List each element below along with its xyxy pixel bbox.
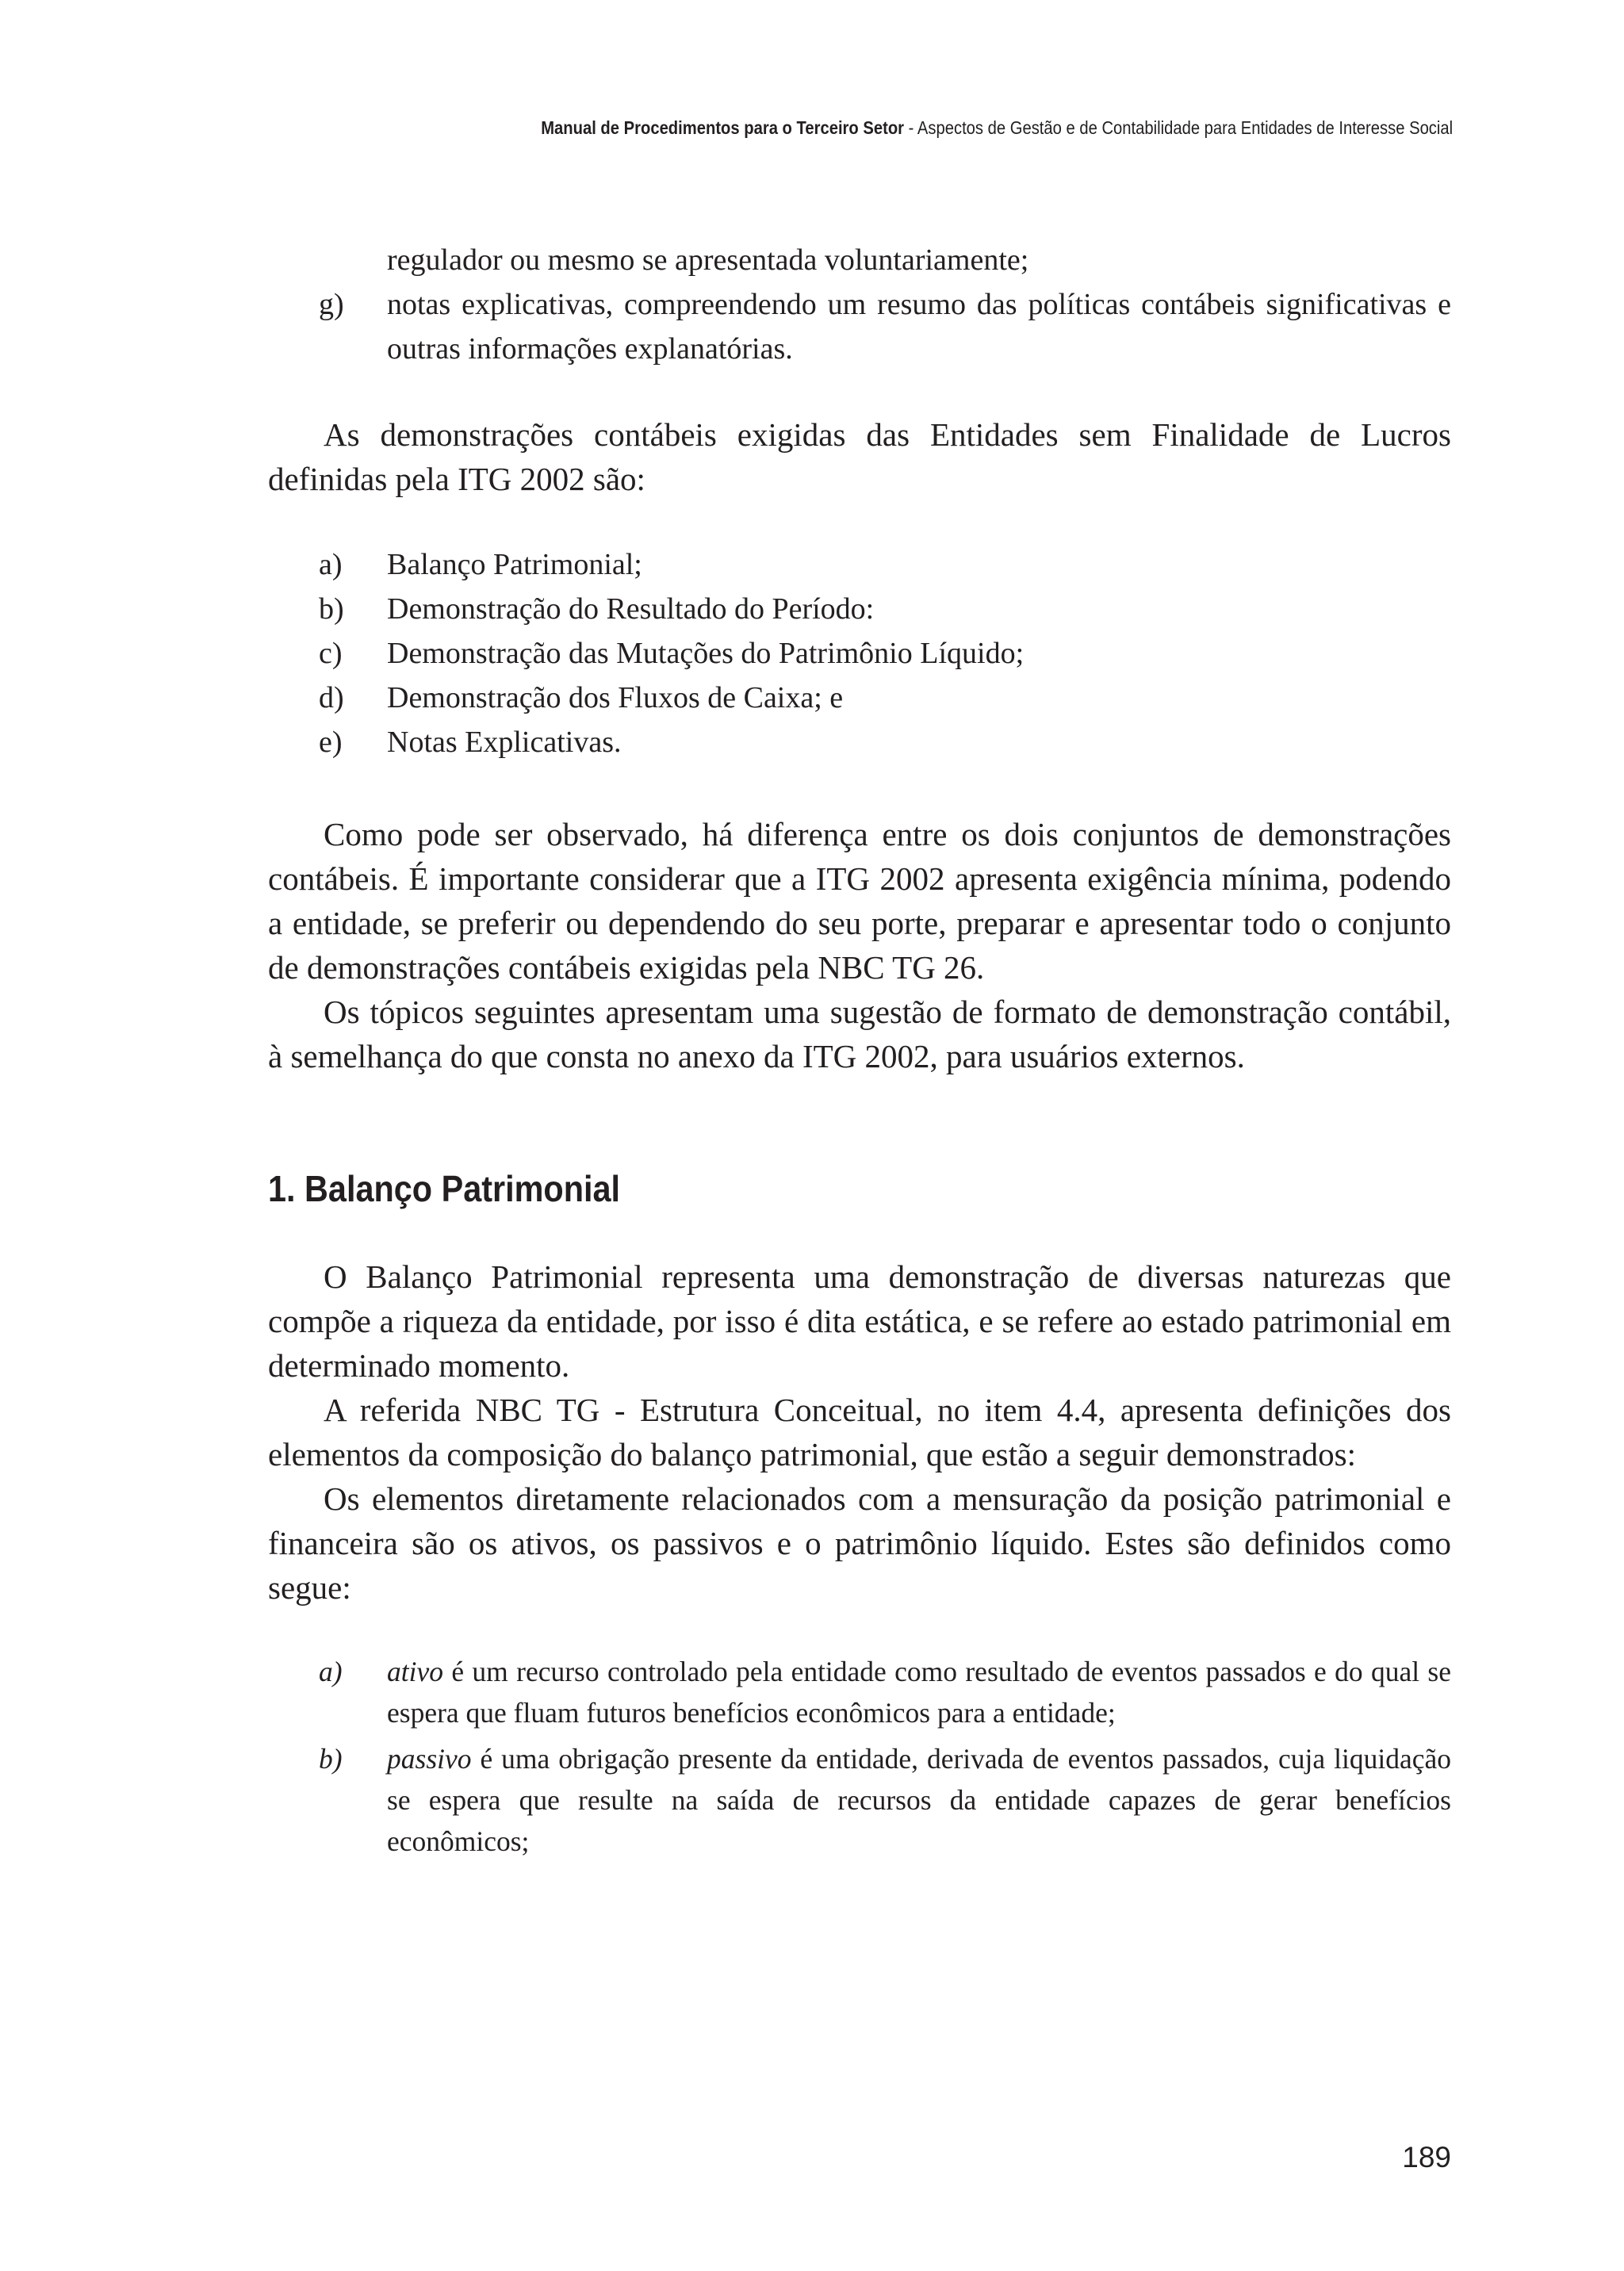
list-item-text: Demonstração do Resultado do Período: bbox=[387, 592, 875, 626]
list-item bbox=[268, 720, 1451, 764]
definition-label: b) bbox=[319, 1743, 343, 1775]
definitions-list bbox=[268, 1651, 1451, 1862]
list-item-label: a) bbox=[319, 548, 343, 581]
list-item bbox=[268, 282, 1451, 371]
header-title-bold: Manual de Procedimentos para o Terceiro Setor bbox=[541, 117, 904, 138]
paragraph-difference: Como pode ser observado, há diferença entre os dois conjuntos de demonstrações contábeis. É importante considerar que a ITG 2002 apresenta exigência mínima, podendo a entidade, se preferir ou dependendo do seu porte, preparar e apresentar todo o conjunto de demonstrações contábeis exigidas pela NBC TG 26. bbox=[268, 816, 1451, 986]
paragraph-intro: As demonstrações contábeis exigidas das Entidades sem Finalidade de Lucros definidas pela ITG 2002 são: bbox=[268, 416, 1451, 497]
definition-label: a) bbox=[319, 1656, 343, 1687]
list-item-text: Demonstração das Mutações do Patrimônio Líquido; bbox=[387, 637, 1025, 670]
list-item-label: d) bbox=[319, 681, 344, 714]
definition-body: é uma obrigação presente da entidade, derivada de eventos passados, cuja liquidação se espera que resulte na saída de recursos da entidade capazes de gerar benefícios econômicos; bbox=[387, 1743, 1451, 1857]
paragraph-balanco-3: Os elementos diretamente relacionados com a mensuração da posição patrimonial e financeira são os ativos, os passivos e o patrimônio líquido. Estes são definidos como segue: bbox=[268, 1480, 1451, 1606]
list-item-text: Balanço Patrimonial; bbox=[387, 548, 642, 581]
definition-text bbox=[387, 1651, 1451, 1733]
list-item-label: c) bbox=[319, 637, 343, 670]
definition-text bbox=[387, 1738, 1451, 1862]
list-item-text: Notas Explicativas. bbox=[387, 726, 622, 759]
list-item bbox=[268, 542, 1451, 587]
definition-term: ativo bbox=[387, 1656, 443, 1687]
list-item-label bbox=[268, 238, 387, 282]
definition-body: é um recurso controlado pela entidade como resultado de eventos passados e do qual se espera que fluam futuros benefícios econômicos para a entidade; bbox=[387, 1656, 1451, 1729]
list-item-label: g) bbox=[319, 288, 344, 321]
header-title-rest: - Aspectos de Gestão e de Contabilidade para Entidades de Interesse Social bbox=[903, 117, 1453, 138]
list-item bbox=[268, 631, 1451, 676]
list-item-label: e) bbox=[319, 726, 343, 759]
section-heading: 1. Balanço Patrimonial bbox=[268, 1168, 621, 1209]
list-item-label: b) bbox=[319, 592, 344, 626]
running-header bbox=[541, 117, 1453, 139]
paragraph-balanco-1: O Balanço Patrimonial representa uma demonstração de diversas naturezas que compõe a riqueza da entidade, por isso é dita estática, e se refere ao estado patrimonial em determinado momento. bbox=[268, 1258, 1451, 1384]
list-item bbox=[268, 676, 1451, 720]
definition-term: passivo bbox=[387, 1743, 472, 1775]
page-content bbox=[268, 238, 1451, 1862]
list-item-text: regulador ou mesmo se apresentada voluntariamente; bbox=[387, 243, 1029, 277]
list-item-text: Demonstração dos Fluxos de Caixa; e bbox=[387, 681, 844, 714]
definition-item bbox=[268, 1738, 1451, 1862]
paragraph-topics: Os tópicos seguintes apresentam uma sugestão de formato de demonstração contábil, à semelhança do que consta no anexo da ITG 2002, para usuários externos. bbox=[268, 994, 1451, 1074]
page-number: 189 bbox=[1402, 2141, 1451, 2173]
definition-item bbox=[268, 1651, 1451, 1733]
list-item-text: notas explicativas, compreendendo um resumo das políticas contábeis significativas e outras informações explanatórias. bbox=[387, 288, 1451, 366]
itg-list bbox=[268, 542, 1451, 764]
list-item bbox=[268, 587, 1451, 631]
list-item bbox=[268, 238, 1451, 282]
paragraph-balanco-2: A referida NBC TG - Estrutura Conceitual, no item 4.4, apresenta definições dos elementos da composição do balanço patrimonial, que estão a seguir demonstrados: bbox=[268, 1392, 1451, 1473]
